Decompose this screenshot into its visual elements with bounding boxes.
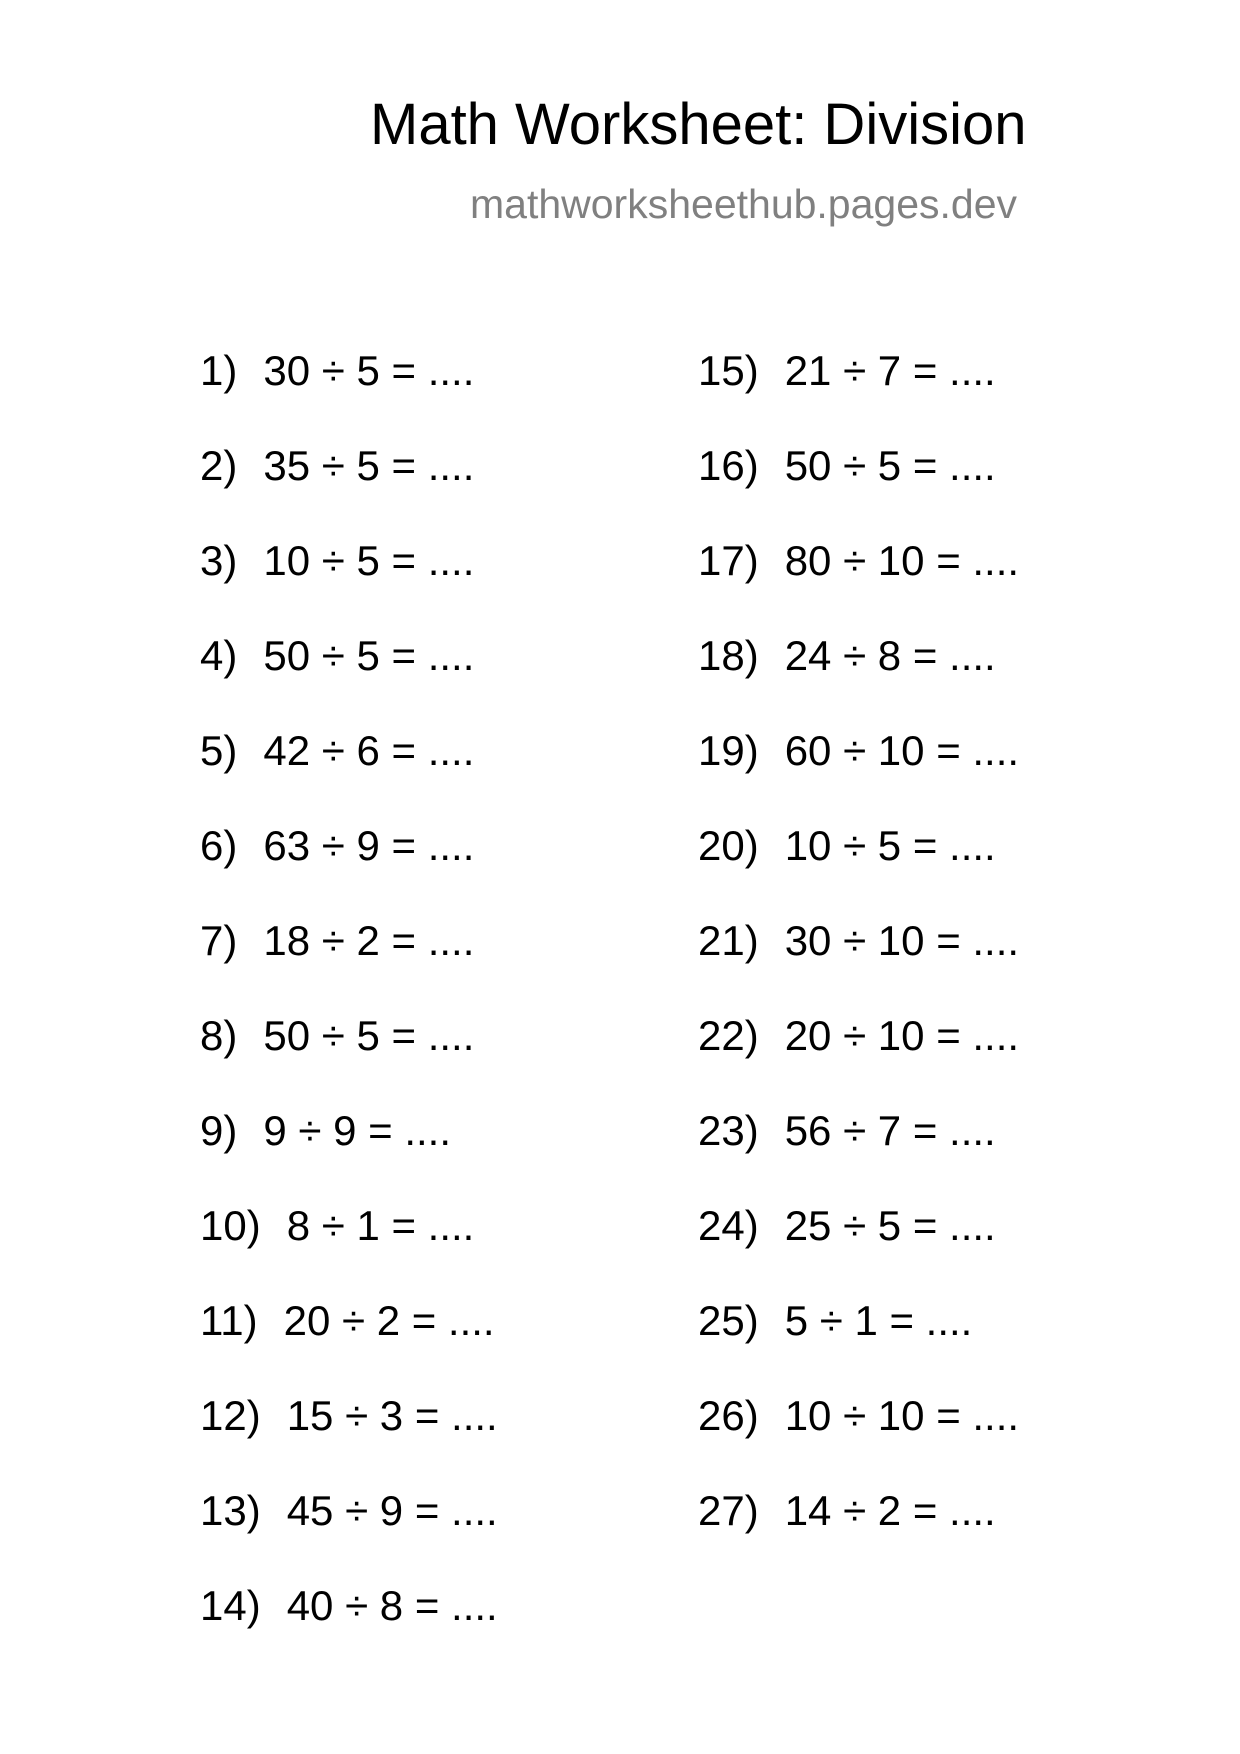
problem-item xyxy=(200,537,498,635)
problem-number: 10) xyxy=(200,1202,261,1249)
problem-item xyxy=(698,1202,1019,1300)
problem-number: 23) xyxy=(698,1107,759,1154)
problem-item xyxy=(200,822,498,920)
problem-number: 6) xyxy=(200,822,238,869)
problem-expression: 30 ÷ 10 = .... xyxy=(784,917,1020,964)
problem-expression: 14 ÷ 2 = .... xyxy=(784,1487,996,1534)
problem-expression: 5 ÷ 1 = .... xyxy=(784,1297,973,1344)
problem-number: 5) xyxy=(200,727,238,774)
problem-expression: 24 ÷ 8 = .... xyxy=(784,632,996,679)
problem-number: 21) xyxy=(698,917,759,964)
problem-number: 7) xyxy=(200,917,238,964)
problem-expression: 18 ÷ 2 = .... xyxy=(263,917,475,964)
worksheet-title: Math Worksheet: Division xyxy=(370,92,1027,157)
problem-expression: 40 ÷ 8 = .... xyxy=(286,1582,498,1629)
problem-expression: 63 ÷ 9 = .... xyxy=(263,822,475,869)
problem-item xyxy=(698,727,1020,825)
problem-column-right xyxy=(698,347,1020,1585)
problem-item xyxy=(698,442,1019,540)
problem-item xyxy=(698,1297,1019,1395)
problem-expression: 50 ÷ 5 = .... xyxy=(263,1012,475,1059)
problem-expression: 60 ÷ 10 = .... xyxy=(784,727,1020,774)
problem-item xyxy=(698,1487,1019,1585)
problem-expression: 10 ÷ 5 = .... xyxy=(784,822,996,869)
problem-expression: 56 ÷ 7 = .... xyxy=(784,1107,996,1154)
problem-item xyxy=(200,1582,498,1680)
problem-expression: 8 ÷ 1 = .... xyxy=(286,1202,475,1249)
problem-expression: 9 ÷ 9 = .... xyxy=(263,1107,452,1154)
problem-item xyxy=(200,1202,498,1300)
problem-number: 2) xyxy=(200,442,238,489)
problem-expression: 20 ÷ 10 = .... xyxy=(784,1012,1020,1059)
problem-expression: 50 ÷ 5 = .... xyxy=(784,442,996,489)
problem-item xyxy=(698,1012,1020,1110)
problem-number: 8) xyxy=(200,1012,238,1059)
problem-expression: 50 ÷ 5 = .... xyxy=(263,632,475,679)
problem-expression: 35 ÷ 5 = .... xyxy=(263,442,475,489)
problem-number: 22) xyxy=(698,1012,759,1059)
problem-number: 26) xyxy=(698,1392,759,1439)
problem-number: 15) xyxy=(698,347,759,394)
problem-number: 13) xyxy=(200,1487,261,1534)
problem-number: 20) xyxy=(698,822,759,869)
problem-number: 25) xyxy=(698,1297,759,1344)
worksheet-source-url: mathworksheethub.pages.dev xyxy=(470,181,1018,227)
problem-item xyxy=(200,1012,498,1110)
problem-number: 9) xyxy=(200,1107,238,1154)
problem-item xyxy=(200,442,498,540)
problem-expression: 45 ÷ 9 = .... xyxy=(286,1487,498,1534)
problem-item xyxy=(200,347,498,445)
problem-expression: 21 ÷ 7 = .... xyxy=(784,347,996,394)
problem-number: 27) xyxy=(698,1487,759,1534)
problem-number: 11) xyxy=(200,1297,258,1344)
problem-expression: 30 ÷ 5 = .... xyxy=(263,347,475,394)
problem-number: 12) xyxy=(200,1392,261,1439)
problem-item xyxy=(698,1107,1019,1205)
problem-number: 19) xyxy=(698,727,759,774)
problem-number: 17) xyxy=(698,537,759,584)
problem-item xyxy=(200,1392,498,1490)
problem-item xyxy=(200,1487,498,1585)
problem-item xyxy=(200,1297,498,1395)
problem-expression: 80 ÷ 10 = .... xyxy=(784,537,1020,584)
problem-expression: 42 ÷ 6 = .... xyxy=(263,727,475,774)
problem-expression: 10 ÷ 5 = .... xyxy=(263,537,475,584)
problem-number: 14) xyxy=(200,1582,261,1629)
problem-item xyxy=(200,917,498,1015)
problem-expression: 15 ÷ 3 = .... xyxy=(286,1392,498,1439)
problem-expression: 25 ÷ 5 = .... xyxy=(784,1202,996,1249)
problem-item xyxy=(698,917,1020,1015)
problem-number: 18) xyxy=(698,632,759,679)
problem-item xyxy=(200,1107,498,1205)
problem-item xyxy=(698,1392,1020,1490)
problem-item xyxy=(200,632,498,730)
problem-number: 24) xyxy=(698,1202,759,1249)
problem-item xyxy=(698,822,1019,920)
problem-number: 3) xyxy=(200,537,238,584)
problem-number: 16) xyxy=(698,442,759,489)
problem-item xyxy=(698,632,1019,730)
problem-number: 1) xyxy=(200,347,238,394)
problem-column-left xyxy=(200,347,498,1680)
problem-item xyxy=(698,347,1019,445)
problem-item xyxy=(200,727,498,825)
problem-expression: 10 ÷ 10 = .... xyxy=(784,1392,1020,1439)
problem-expression: 20 ÷ 2 = .... xyxy=(283,1297,495,1344)
problem-item xyxy=(698,537,1020,635)
problem-number: 4) xyxy=(200,632,238,679)
